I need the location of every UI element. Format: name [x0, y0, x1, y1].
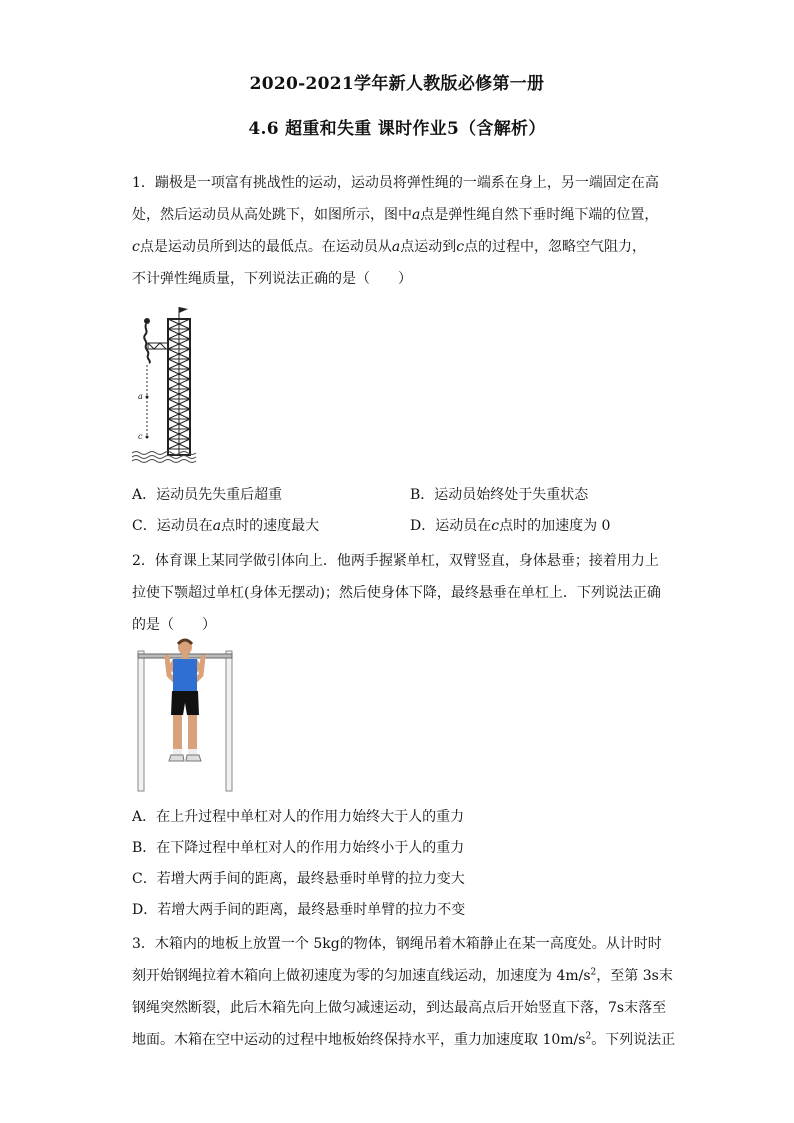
q2-option-a: A．在上升过程中单杠对人的作用力始终大于人的重力 [132, 809, 465, 825]
q2-line-3: 的是（ ） [132, 617, 216, 633]
q1-line-2: 处，然后运动员从高处跳下，如图所示，图中a点是弹性绳自然下垂时绳下端的位置， [132, 207, 659, 223]
q2-option-c: C．若增大两手间的距离，最终悬垂时单臂的拉力变大 [132, 871, 465, 887]
q1-option-a: A．运动员先失重后超重 [132, 487, 283, 503]
q3-line-1: 3．木箱内的地板上放置一个 5kg的物体，钢绳吊着木箱静止在某一高度处。从计时时 [132, 936, 662, 952]
q2-option-b: B．在下降过程中单杠对人的作用力始终小于人的重力 [132, 840, 465, 856]
q3-line-2: 刻开始钢绳拉着木箱向上做初速度为零的匀加速直线运动，加速度为 $4m/s^2$，至第 3s末 [132, 967, 673, 984]
q1-option-d: D．运动员在c点时的加速度为 0 [410, 518, 611, 534]
document-title: 2020-2021学年新人教版必修第一册 [249, 74, 545, 94]
q2-option-d: D．若增大两手间的距离，最终悬垂时单臂的拉力不变 [132, 902, 466, 918]
q2-line-1: 2．体育课上某同学做引体向上．他两手握紧单杠，双臂竖直，身体悬垂；接着用力上 [132, 553, 659, 569]
figure-label-a: a [138, 392, 143, 401]
figure-label-c: c [138, 432, 143, 441]
q3-line-4: 地面。木箱在空中运动的过程中地板始终保持水平，重力加速度取 $10m/s^2$。下列说法正 [132, 1031, 676, 1048]
q1-line-3: c点是运动员所到达的最低点。在运动员从a点运动到c点的过程中，忽略空气阻力， [132, 239, 647, 255]
q3-line-3: 钢绳突然断裂，此后木箱先向上做匀减速运动，到达最高点后开始竖直下落，7s末落至 [132, 1000, 667, 1016]
q1-option-c: C．运动员在a点时的速度最大 [132, 518, 320, 534]
q1-line-4: 不计弹性绳质量，下列说法正确的是（ ） [132, 271, 412, 287]
q1-option-b: B．运动员始终处于失重状态 [410, 487, 589, 503]
document-subtitle: 4.6 超重和失重 课时作业5（含解析） [248, 119, 546, 139]
bungee-tower-figure [130, 305, 200, 465]
q1-line-1: 1．蹦极是一项富有挑战性的运动，运动员将弹性绳的一端系在身上，另一端固定在高 [132, 175, 659, 191]
pull-up-figure [135, 637, 235, 792]
q2-line-2: 拉使下颚超过单杠(身体无摆动)；然后使身体下降，最终悬垂在单杠上．下列说法正确 [132, 585, 661, 601]
